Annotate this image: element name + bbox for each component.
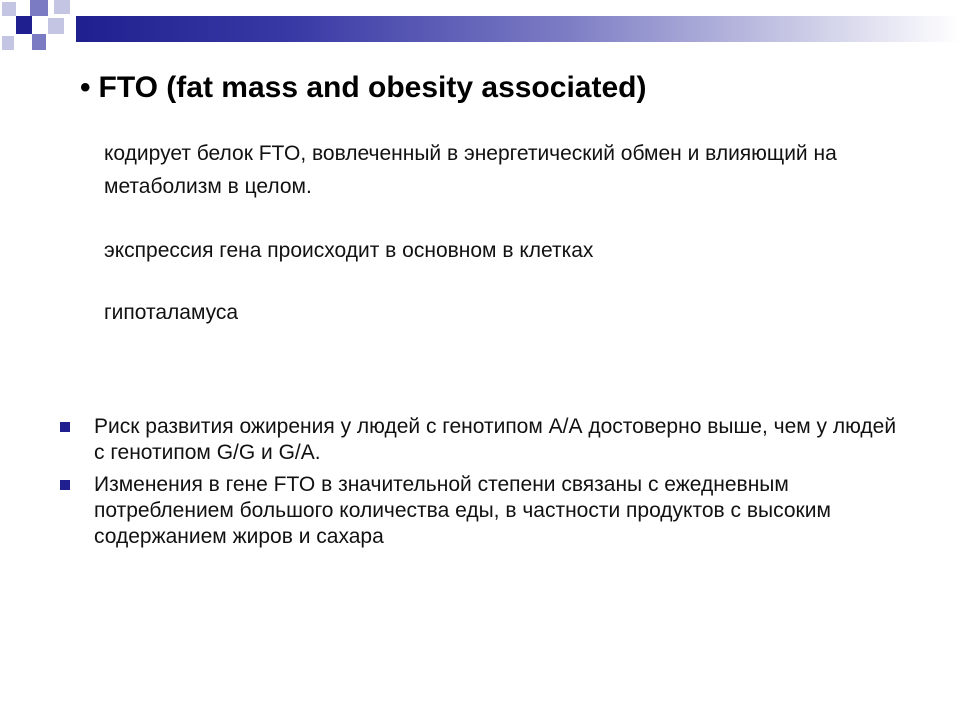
header-gradient-band <box>76 16 960 42</box>
slide-title-row <box>80 66 900 110</box>
square-bullet-icon <box>60 422 70 432</box>
slide-title: FTO (fat mass and obesity associated) <box>98 71 647 104</box>
bullet-text-risk: Риск развития ожирения у людей с генотипом А/А достоверно выше, чем у людей с генотипом G/G и G/A. <box>94 415 897 464</box>
bullet-item-changes <box>60 472 900 550</box>
square-bullet-icon <box>60 480 70 490</box>
bullet-list <box>60 414 900 556</box>
title-bullet-icon: • <box>80 71 91 104</box>
corner-squares-decoration <box>0 0 80 70</box>
bullet-item-risk <box>60 414 900 466</box>
bullet-text-changes: Изменения в гене FTO в значительной степени связаны с ежедневным потреблением большого количества еды, в частности продуктов с высоким содержанием жиров и сахара <box>94 473 831 548</box>
description-paragraph: кодирует белок FTO, вовлеченный в энергетический обмен и влияющий на метаболизм в целом. <box>104 142 837 198</box>
expression-paragraph: экспрессия гена происходит в основном в клетках <box>104 239 594 262</box>
hypothalamus-paragraph: гипоталамуса <box>104 301 239 324</box>
